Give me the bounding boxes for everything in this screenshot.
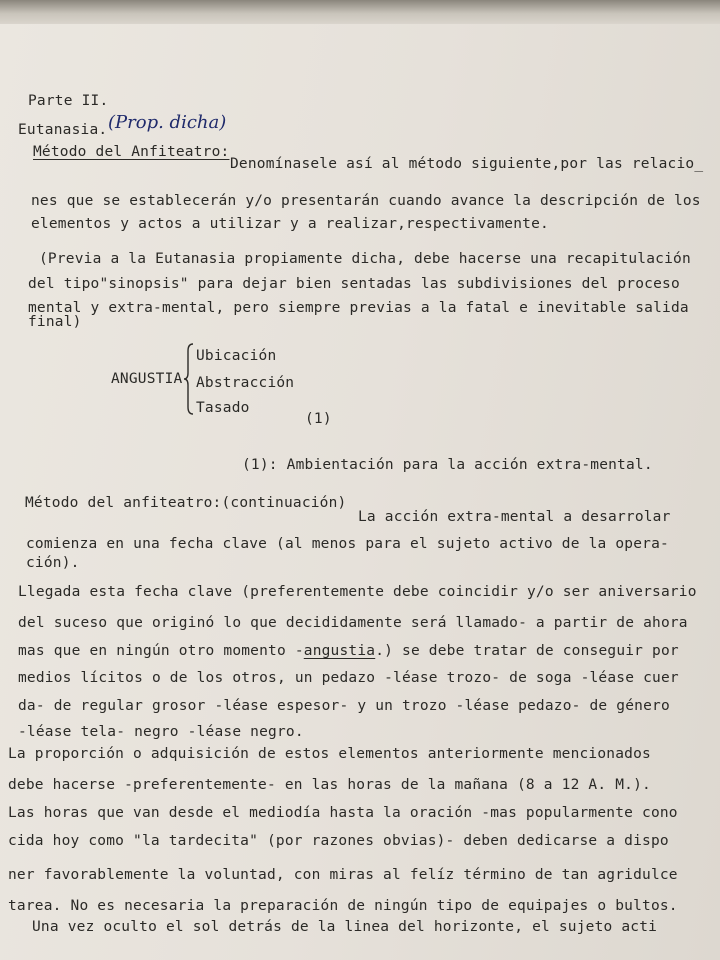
angustia-term: angustia — [303, 643, 376, 659]
section-title: Eutanasia. — [18, 122, 108, 138]
synopsis-item-abstraccion: Abstracción — [196, 375, 295, 391]
para4-line4: medios lícitos o de los otros, un pedazo -léase trozo- de soga -léase cuer — [18, 670, 679, 686]
para4-line3-end: .) se debe tratar de conseguir por — [375, 643, 679, 659]
para2-line2: del tipo"sinopsis" para dejar bien sentadas las subdivisiones del proceso — [28, 276, 680, 292]
para5-line2: debe hacerse -preferentemente- en las horas de la mañana (8 a 12 A. M.). — [8, 777, 651, 793]
synopsis-item-ubicacion: Ubicación — [196, 348, 277, 364]
para5-line3: Las horas que van desde el mediodía hasta la oración -mas popularmente cono — [8, 805, 678, 821]
para2-line1: (Previa a la Eutanasia propiamente dicha, debe hacerse una recapitulación — [39, 251, 691, 267]
para5-line4: cida hoy como "la tardecita" (por razones obvias)- deben dedicarse a dispo — [8, 833, 669, 849]
method-heading: Método del Anfiteatro: — [33, 144, 230, 160]
para4-line3 — [18, 642, 679, 660]
para2-line3: mental y extra-mental, pero siempre previas a la fatal e inevitable salida — [28, 300, 689, 316]
para6-line1: Una vez oculto el sol detrás de la linea del horizonte, el sujeto acti — [32, 919, 658, 935]
synopsis-item-tasado: Tasado — [196, 400, 250, 416]
part-heading: Parte II. — [28, 93, 109, 109]
method-continued-heading: Método del anfiteatro:(continuación) — [25, 495, 347, 511]
para4-line3-start: mas que en ningún otro momento - — [18, 643, 304, 659]
synopsis-footnote-marker: (1) — [305, 411, 332, 427]
para1-line2: nes que se establecerán y/o presentarán cuando avance la descripción de los — [31, 193, 701, 209]
synopsis-root: ANGUSTIA — [111, 371, 183, 387]
para4-line6: -léase tela- negro -léase negro. — [18, 724, 304, 740]
para4-line1: Llegada esta fecha clave (preferentemente debe coincidir y/o ser aniversario — [18, 584, 697, 600]
para4-line2: del suceso que originó lo que decididamente será llamado- a partir de ahora — [18, 615, 688, 631]
para3-line2: comienza en una fecha clave (al menos para el sujeto activo de la opera- — [26, 536, 669, 552]
para5-line5: ner favorablemente la voluntad, con miras al felíz término de tan agridulce — [8, 867, 678, 883]
footnote: (1): Ambientación para la acción extra-mental. — [242, 457, 653, 473]
para5-line1: La proporción o adquisición de estos elementos anteriormente mencionados — [8, 746, 651, 762]
para3-line1: La acción extra-mental a desarrolar — [358, 509, 671, 525]
para1-line1: Denomínasele así al método siguiente,por las relacio_ — [230, 156, 704, 172]
para5-line6: tarea. No es necesaria la preparación de ningún tipo de equipajes o bultos. — [8, 898, 678, 914]
para3-line3: ción). — [26, 555, 80, 571]
para4-line5: da- de regular grosor -léase espesor- y un trozo -léase pedazo- de género — [18, 698, 670, 714]
handwritten-note: (Prop. dicha) — [108, 112, 227, 133]
synopsis-brace — [184, 343, 194, 415]
para1-line3: elementos y actos a utilizar y a realizar,respectivamente. — [31, 216, 549, 232]
para2-line4: final) — [28, 314, 82, 330]
